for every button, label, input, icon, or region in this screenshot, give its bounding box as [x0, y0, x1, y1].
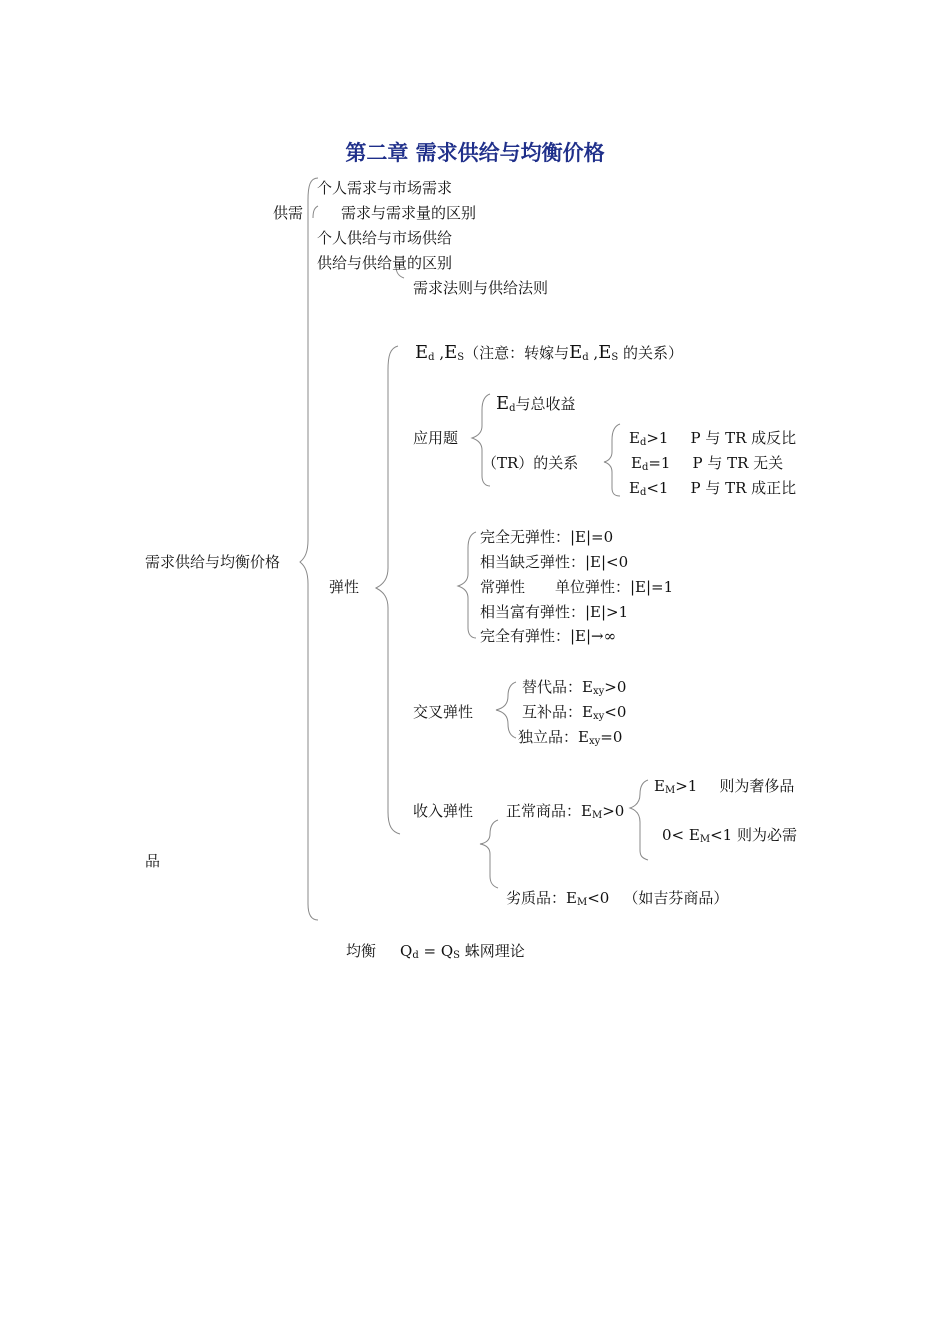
types-brace [458, 532, 476, 638]
income-brace [480, 820, 498, 888]
income-normal: 正常商品：$E_M>0$ [506, 802, 625, 821]
application-brace [472, 394, 490, 486]
cross-brace [496, 682, 516, 738]
tr-case-2: $E_d=1$ P 与 TR 无关 [631, 454, 784, 473]
equilibrium-line: 均衡 $Q_d = Q_S$ 蛛网理论 [346, 942, 525, 961]
cross-independent: 独立品：$E_{xy}=0$ [518, 728, 623, 747]
application-label: 应用题 [413, 429, 459, 447]
cross-complement: 互补品：$E_{xy}<0$ [522, 703, 627, 722]
sd-item-2: 需求与需求量的区别 [341, 204, 477, 222]
root-label: 需求供给与均衡价格 [145, 553, 281, 571]
cross-substitute: 替代品：$E_{xy}>0$ [522, 678, 627, 697]
type-relatively-inelastic: 相当缺乏弹性：|E|<0 [480, 553, 629, 571]
ed-revenue: $E_d$与总收益 [496, 393, 576, 414]
supply-demand-label: 供需 [273, 204, 304, 222]
type-perfectly-inelastic: 完全无弹性：|E|=0 [480, 528, 614, 546]
supply-demand-brace [313, 206, 318, 218]
sd-item-5: 需求法则与供给法则 [413, 279, 549, 297]
tr-cases-brace [604, 424, 620, 496]
tr-case-1: $E_d>1$ P 与 TR 成反比 [629, 429, 797, 448]
income-inferior: 劣质品：$E_M<0$ （如吉芬商品） [506, 889, 729, 908]
sd-item-1: 个人需求与市场需求 [317, 179, 453, 197]
sd-item-4: 供给与供给量的区别 [317, 254, 453, 272]
cross-label: 交叉弹性 [413, 703, 474, 721]
income-necessity: $0< E_M<1$ 则为必需 [662, 826, 797, 845]
page-title: 第二章 需求供给与均衡价格 [345, 140, 605, 165]
sd-item-3: 个人供给与市场供给 [317, 229, 453, 247]
root-brace [300, 178, 318, 920]
elasticity-brace [376, 346, 400, 834]
normal-cases-brace [630, 780, 648, 860]
income-label: 收入弹性 [413, 802, 474, 820]
stray-char: 品 [145, 852, 161, 870]
type-constant: 常弹性 [480, 578, 526, 596]
tr-case-3: $E_d<1$ P 与 TR 成正比 [629, 479, 797, 498]
elasticity-label: 弹性 [329, 578, 360, 596]
type-perfectly-elastic: 完全有弹性：|E|→∞ [480, 627, 617, 645]
ed-es-line: $E_d$ $,E_S$（注意：转嫁与$E_d$ $,E_S$ 的关系） [415, 342, 683, 363]
income-luxury: $E_M>1$ 则为奢侈品 [654, 777, 795, 796]
type-relatively-elastic: 相当富有弹性：|E|>1 [480, 603, 629, 621]
type-unit: 单位弹性：|E|=1 [555, 578, 674, 596]
tr-relation: （TR）的关系 [482, 454, 579, 472]
